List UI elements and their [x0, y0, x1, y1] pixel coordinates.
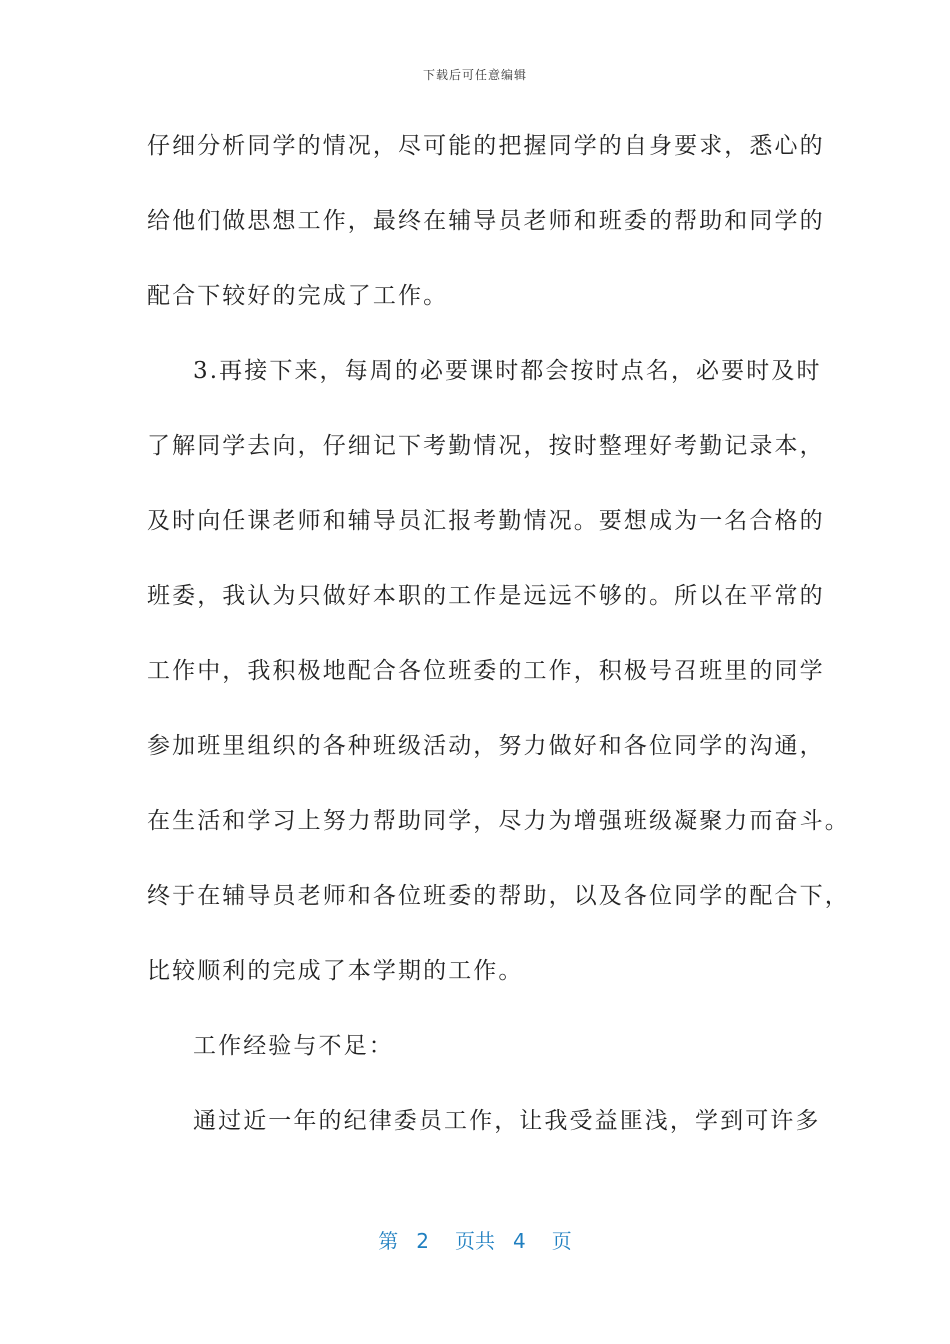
text-line: 及时向任课老师和辅导员汇报考勤情况。要想成为一名合格的 [147, 508, 825, 534]
text-line: 仔细分析同学的情况，尽可能的把握同学的自身要求，悉心的 [147, 133, 825, 159]
section-heading: 工作经验与不足： [193, 1033, 394, 1059]
text-line: 给他们做思想工作，最终在辅导员老师和班委的帮助和同学的 [147, 208, 825, 234]
text-line: 参加班里组织的各种班级活动，努力做好和各位同学的沟通， [147, 733, 825, 759]
text-line: 比较顺利的完成了本学期的工作。 [147, 958, 524, 984]
page-footer-prefix: 第 [378, 1229, 399, 1253]
text-line: 班委，我认为只做好本职的工作是远远不够的。所以在平常的 [147, 583, 825, 609]
page-footer-middle: 页共 [455, 1229, 495, 1253]
page-footer-suffix: 页 [551, 1229, 572, 1253]
text-line: 通过近一年的纪律委员工作，让我受益匪浅，学到可许多 [193, 1108, 821, 1134]
text-line: 配合下较好的完成了工作。 [147, 283, 449, 309]
page-footer [0, 1225, 950, 1254]
document-body [147, 128, 850, 1178]
current-page-number: 2 [416, 1229, 429, 1253]
text-line: 工作中，我积极地配合各位班委的工作，积极号召班里的同学 [147, 658, 825, 684]
page-header: 下载后可任意编辑 [422, 68, 527, 82]
text-line: 在生活和学习上努力帮助同学，尽力为增强班级凝聚力而奋斗。 [147, 808, 850, 834]
text-line: 3.再接下来，每周的必要课时都会按时点名，必要时及时 [193, 358, 822, 384]
text-line: 了解同学去向，仔细记下考勤情况，按时整理好考勤记录本， [147, 433, 825, 459]
total-pages-number: 4 [513, 1229, 526, 1253]
text-line: 终于在辅导员老师和各位班委的帮助，以及各位同学的配合下， [147, 883, 850, 909]
